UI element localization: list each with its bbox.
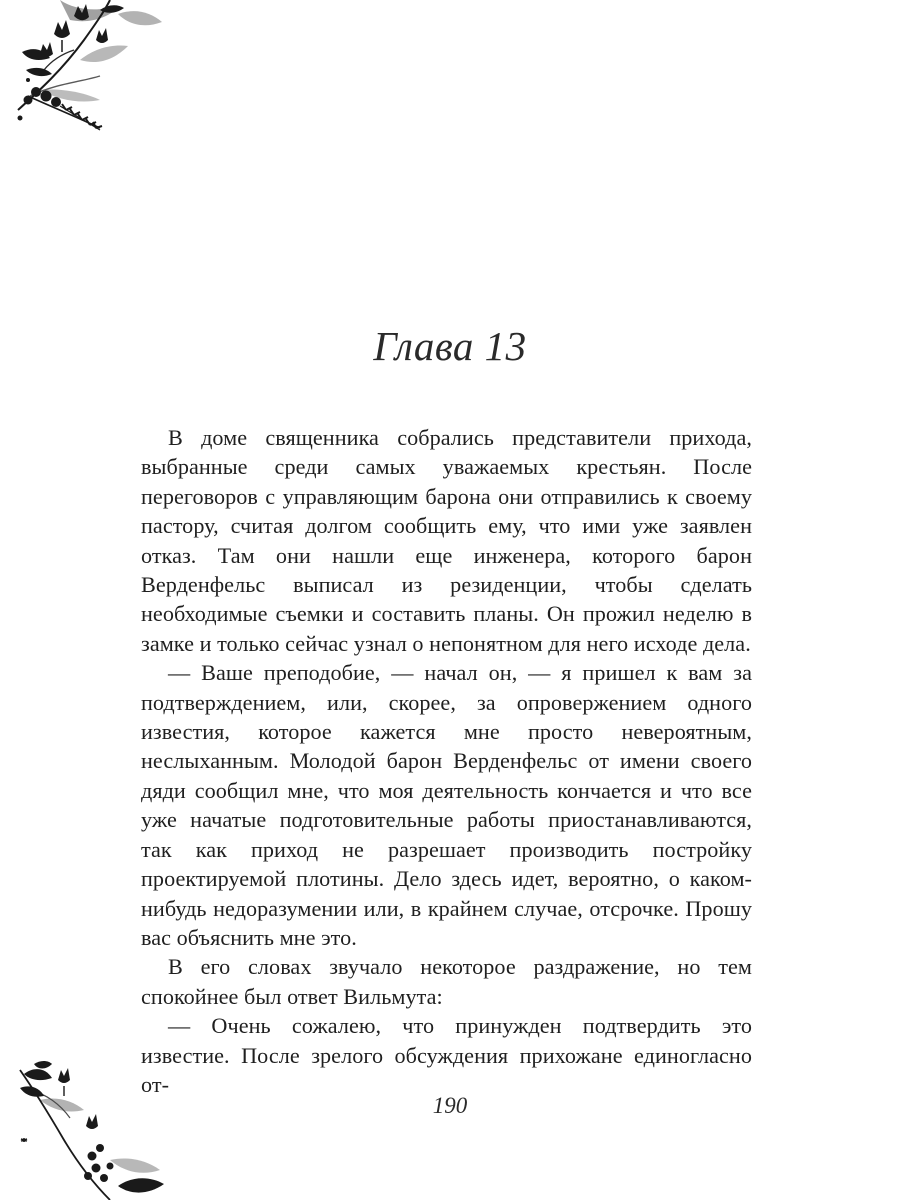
floral-ornament-top-left-icon (0, 0, 180, 150)
paragraph-3: В его словах звучало некоторое раздражение, но тем спокойнее был ответ Вильмута: (141, 954, 752, 1009)
paragraph-1: В доме священника собрались представители прихода, выбранные среди самых уважаемых крестьян. После переговоров с управляющим барона они отправились к своему пастору, считая долгом сообщить ему, что ими уже заявлен отказ. Там они нашли еще инженера, которого барон Верденфельс выписал из резиденции, чтобы сделать необходимые съемки и составить планы. Он прожил неделю в замке и только сейчас узнал о непонятном для него исходе дела. (141, 425, 752, 656)
chapter-title: Глава 13 (373, 323, 527, 369)
paragraph-2: — Ваше преподобие, — начал он, — я пришел к вам за подтверждением, или, скорее, за опровержением одного известия, которое кажется мне просто невероятным, неслыханным. Молодой барон Верденфельс от имени своего дяди сообщил мне, что моя деятельность кончается и что все уже начатые подготовительные работы приостанавливаются, так как приход не разрешает производить постройку проектируемой плотины. Дело здесь идет, вероятно, о каком-нибудь недоразумении или, в крайнем случае, отсрочке. Прошу вас объяснить мне это. (141, 660, 752, 950)
paragraph-4: — Очень сожалею, что принужден подтвердить это известие. После зрелого обсуждения прихожане единогласно от- (141, 1013, 752, 1097)
body-text (141, 423, 752, 1099)
page-number: 190 (432, 1093, 468, 1118)
